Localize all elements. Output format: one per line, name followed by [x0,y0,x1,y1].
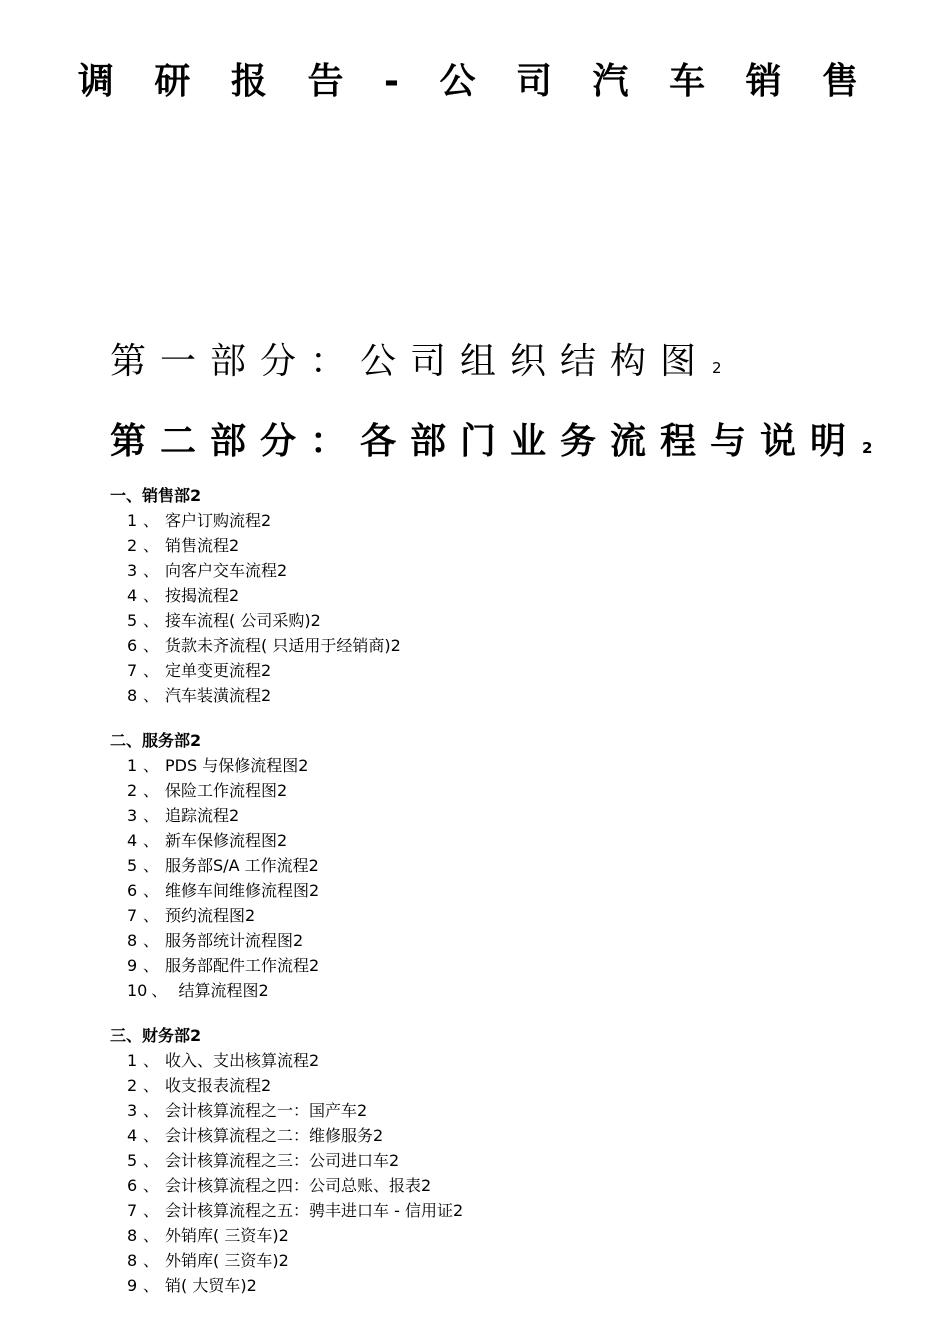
toc-item-number: 5 [127,1151,138,1170]
toc-item[interactable] [110,903,910,928]
toc-item-number: 4 [127,1126,138,1145]
toc-section-heading[interactable]: 三、财务部2 [110,1026,202,1045]
toc-item-text: 服务部配件工作流程2 [165,956,320,975]
toc-item-text: 会计核算流程之三：公司进口车2 [165,1151,400,1170]
toc-item-separator: 、 [151,981,168,1000]
toc-item-number: 8 [127,1226,138,1245]
toc-item-separator: 、 [143,1201,160,1220]
toc-item[interactable] [110,558,910,583]
toc-item[interactable] [110,853,910,878]
toc-item-number: 6 [127,881,138,900]
toc-part-label: 第一部分：公司组织结构图 [110,341,711,382]
toc-item-separator: 、 [143,661,160,680]
toc-item-separator: 、 [143,1276,160,1295]
toc-item-number: 5 [127,856,138,875]
toc-section-heading[interactable]: 二、服务部2 [110,731,202,750]
toc-item-separator: 、 [143,511,160,530]
toc-item[interactable] [110,633,910,658]
toc-item-text: 会计核算流程之二：维修服务2 [165,1126,384,1145]
toc-item-number: 2 [127,1076,138,1095]
toc-item-number: 7 [127,906,138,925]
toc-item-text: 保险工作流程图2 [165,781,288,800]
toc-item-number: 7 [127,661,138,680]
toc-item-text: 会计核算流程之一：国产车2 [165,1101,368,1120]
toc-item-separator: 、 [143,756,160,775]
table-of-contents [110,483,910,1318]
toc-item[interactable] [110,928,910,953]
toc-item-separator: 、 [143,1076,160,1095]
toc-item-separator: 、 [143,611,160,630]
toc-page-number: 2 [862,439,873,457]
toc-part-2[interactable] [110,418,872,472]
toc-item-separator: 、 [143,636,160,655]
toc-item-text: 销( 大贸车)2 [165,1276,257,1295]
toc-item[interactable] [110,1223,910,1248]
toc-item[interactable] [110,608,910,633]
toc-item[interactable] [110,828,910,853]
toc-item[interactable] [110,803,910,828]
toc-section [110,483,910,708]
toc-item-separator: 、 [143,856,160,875]
toc-item-number: 2 [127,536,138,555]
toc-item-separator: 、 [143,806,160,825]
toc-item-separator: 、 [143,1051,160,1070]
toc-item-text: 服务部S/A 工作流程2 [165,856,319,875]
toc-item-number: 4 [127,586,138,605]
toc-item-number: 1 [127,1051,138,1070]
toc-item[interactable] [110,683,910,708]
toc-item-number: 4 [127,831,138,850]
toc-item-text: 向客户交车流程2 [165,561,288,580]
toc-item[interactable] [110,1048,910,1073]
toc-item[interactable] [110,778,910,803]
toc-item-text: 会计核算流程之五：骋丰进口车 - 信用证2 [165,1201,464,1220]
toc-part-1[interactable] [110,338,722,392]
toc-section-heading[interactable]: 一、销售部2 [110,486,202,505]
toc-item-separator: 、 [143,686,160,705]
toc-section [110,728,910,1003]
toc-item-number: 3 [127,806,138,825]
toc-item-number: 7 [127,1201,138,1220]
toc-item[interactable] [110,533,910,558]
toc-item-number: 6 [127,636,138,655]
toc-item-separator: 、 [143,831,160,850]
toc-item-number: 3 [127,561,138,580]
toc-item-text: 销售流程2 [165,536,240,555]
toc-item[interactable] [110,508,910,533]
toc-item-number: 9 [127,956,138,975]
toc-item-text: PDS 与保修流程图2 [165,756,309,775]
toc-item-number: 1 [127,511,138,530]
toc-item-separator: 、 [143,906,160,925]
toc-item-number: 3 [127,1101,138,1120]
toc-item[interactable] [110,753,910,778]
toc-item[interactable] [110,1073,910,1098]
toc-item-text: 定单变更流程2 [165,661,272,680]
toc-item-text: 接车流程( 公司采购)2 [165,611,321,630]
toc-item-text: 按揭流程2 [165,586,240,605]
toc-item-text: 预约流程图2 [165,906,256,925]
toc-item-text: 汽车装潢流程2 [165,686,272,705]
toc-item[interactable] [110,1248,910,1273]
toc-item[interactable] [110,978,910,1003]
toc-item-text: 外销库( 三资车)2 [165,1226,289,1245]
toc-part-label: 第二部分：各部门业务流程与说明 [110,421,861,462]
toc-item[interactable] [110,1123,910,1148]
toc-item-separator: 、 [143,1101,160,1120]
toc-item-number: 6 [127,1176,138,1195]
toc-item-text: 收入、支出核算流程2 [165,1051,320,1070]
toc-item-separator: 、 [143,931,160,950]
toc-item-number: 10 [127,981,148,1000]
toc-item-separator: 、 [143,1126,160,1145]
toc-item-separator: 、 [143,536,160,555]
toc-item[interactable] [110,1098,910,1123]
toc-item-separator: 、 [143,1226,160,1245]
toc-item-separator: 、 [143,1251,160,1270]
toc-item-separator: 、 [143,1151,160,1170]
toc-item[interactable] [110,1173,910,1198]
toc-item-separator: 、 [143,1176,160,1195]
toc-item-number: 1 [127,756,138,775]
toc-section [110,1023,910,1298]
toc-item[interactable] [110,878,910,903]
toc-item-number: 8 [127,931,138,950]
toc-item-separator: 、 [143,956,160,975]
toc-item[interactable] [110,1198,910,1223]
toc-item[interactable] [110,1148,910,1173]
toc-item[interactable] [110,658,910,683]
toc-item-number: 8 [127,686,138,705]
toc-item-number: 9 [127,1276,138,1295]
toc-item-number: 5 [127,611,138,630]
toc-item-separator: 、 [143,561,160,580]
toc-item-text: 追踪流程2 [165,806,240,825]
toc-item-separator: 、 [143,586,160,605]
toc-item-text: 客户订购流程2 [165,511,272,530]
toc-item-number: 8 [127,1251,138,1270]
toc-item-text: 收支报表流程2 [165,1076,272,1095]
toc-item[interactable] [110,1273,910,1298]
document-title: 调 研 报 告 - 公 司 汽 车 销 售 [77,61,873,102]
toc-item-text: 新车保修流程图2 [165,831,288,850]
toc-item-text: 维修车间维修流程图2 [165,881,320,900]
toc-item-separator: 、 [143,781,160,800]
toc-item-text: 外销库( 三资车)2 [165,1251,289,1270]
toc-item-text: 货款未齐流程( 只适用于经销商)2 [165,636,401,655]
toc-item-number: 2 [127,781,138,800]
toc-item-separator: 、 [143,881,160,900]
toc-page-number: 2 [712,359,722,377]
toc-item[interactable] [110,583,910,608]
toc-item-text: 结算流程图2 [173,981,269,1000]
toc-item-text: 服务部统计流程图2 [165,931,304,950]
toc-item-text: 会计核算流程之四：公司总账、报表2 [165,1176,432,1195]
toc-item[interactable] [110,953,910,978]
